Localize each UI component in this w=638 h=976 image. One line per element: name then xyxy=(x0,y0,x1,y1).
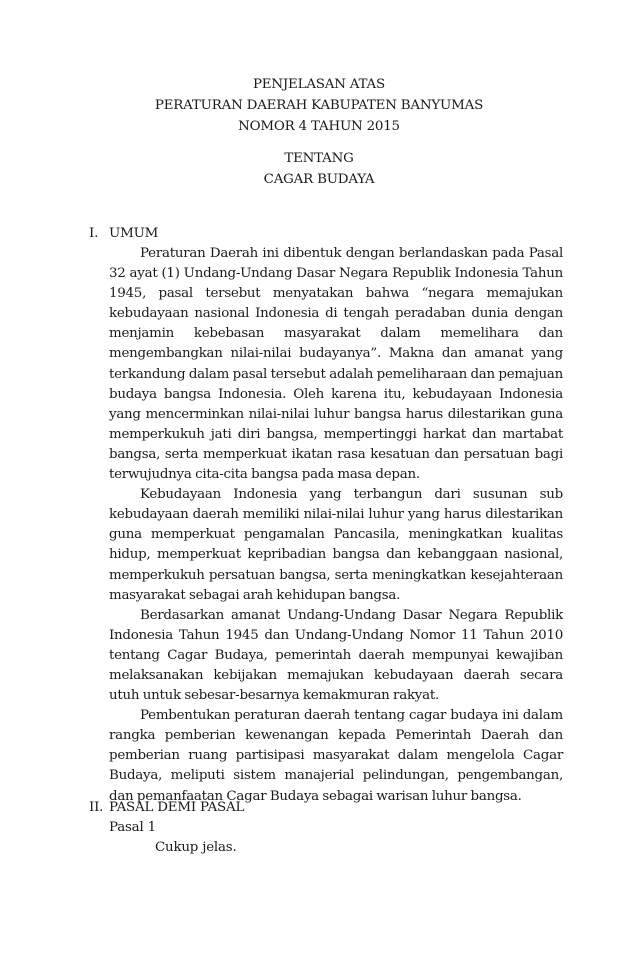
section-pasal-heading xyxy=(89,798,244,818)
header-subject: CAGAR BUDAYA xyxy=(263,172,375,187)
section-pasal-number: II. xyxy=(89,800,104,815)
header-number: NOMOR 4 TAHUN 2015 xyxy=(238,119,400,134)
section-pasal-title: PASAL DEMI PASAL xyxy=(109,800,245,815)
umum-paragraph-4: Pembentukan peraturan daerah tentang cagar budaya ini dalam rangka pemberian kewenangan kepada Pemerintah Daerah dan pemberian ruang partisipasi masyarakat dalam mengelola Cagar Budaya, meliputi sistem manajerial pelindungan, pengembangan, dan pemanfaatan Cagar Budaya sebagai warisan luhur bangsa. xyxy=(109,708,563,804)
umum-paragraph-1: Peraturan Daerah ini dibentuk dengan berlandaskan pada Pasal 32 ayat (1) Undang-Undang Dasar Negara Republik Indonesia Tahun 1945, pasal tersebut menyatakan bahwa “negara memajukan kebudayaan nasional Indonesia di tengah peradaban dunia dengan menjamin kebebasan masyarakat dalam memelihara dan mengembangkan nilai-nilai budayanya”. Makna dan amanat yang terkandung dalam pasal tersebut adalah pemeliharaan dan pemajuan budaya bangsa Indonesia. Oleh karena itu, kebudayaan Indonesia yang mencerminkan nilai-nilai luhur bangsa harus dilestarikan guna memperkukuh jati diri bangsa, mempertinggi harkat dan martabat bangsa, serta memperkuat ikatan rasa kesatuan dan persatuan bagi terwujudnya cita-cita bangsa pada masa depan. xyxy=(109,246,563,483)
header-title: PENJELASAN ATAS xyxy=(252,77,385,92)
umum-paragraph-3: Berdasarkan amanat Undang-Undang Dasar Negara Republik Indonesia Tahun 1945 dan Undang-Undang Nomor 11 Tahun 2010 tentang Cagar Budaya, pemerintah daerah mempunyai kewajiban melaksanakan kebijakan memajukan kebudayaan daerah secara utuh untuk sebesar-besarnya kemakmuran rakyat. xyxy=(109,607,563,704)
header-regulation: PERATURAN DAERAH KABUPATEN BANYUMAS xyxy=(154,98,484,113)
section-umum-title: UMUM xyxy=(109,226,159,241)
header-tentang: TENTANG xyxy=(284,151,354,166)
document-subject xyxy=(0,148,638,190)
pasal-1-description: Cukup jelas. xyxy=(155,840,237,855)
section-umum-body xyxy=(109,244,563,807)
umum-paragraph-2: Kebudayaan Indonesia yang terbangun dari susunan sub kebudayaan daerah memiliki nilai-nilai luhur yang harus dilestarikan guna memperkuat pengamalan Pancasila, meningkatkan kualitas hidup, memperkuat kepribadian bangsa dan kebanggaan nasional, memperkukuh persatuan bangsa, serta meningkatkan kesejahteraan masyarakat sebagai arah kehidupan bangsa. xyxy=(109,487,563,603)
document-header xyxy=(0,74,638,137)
section-umum-heading xyxy=(89,224,158,244)
pasal-1-label: Pasal 1 xyxy=(109,820,156,835)
section-umum-number: I. xyxy=(89,226,99,241)
